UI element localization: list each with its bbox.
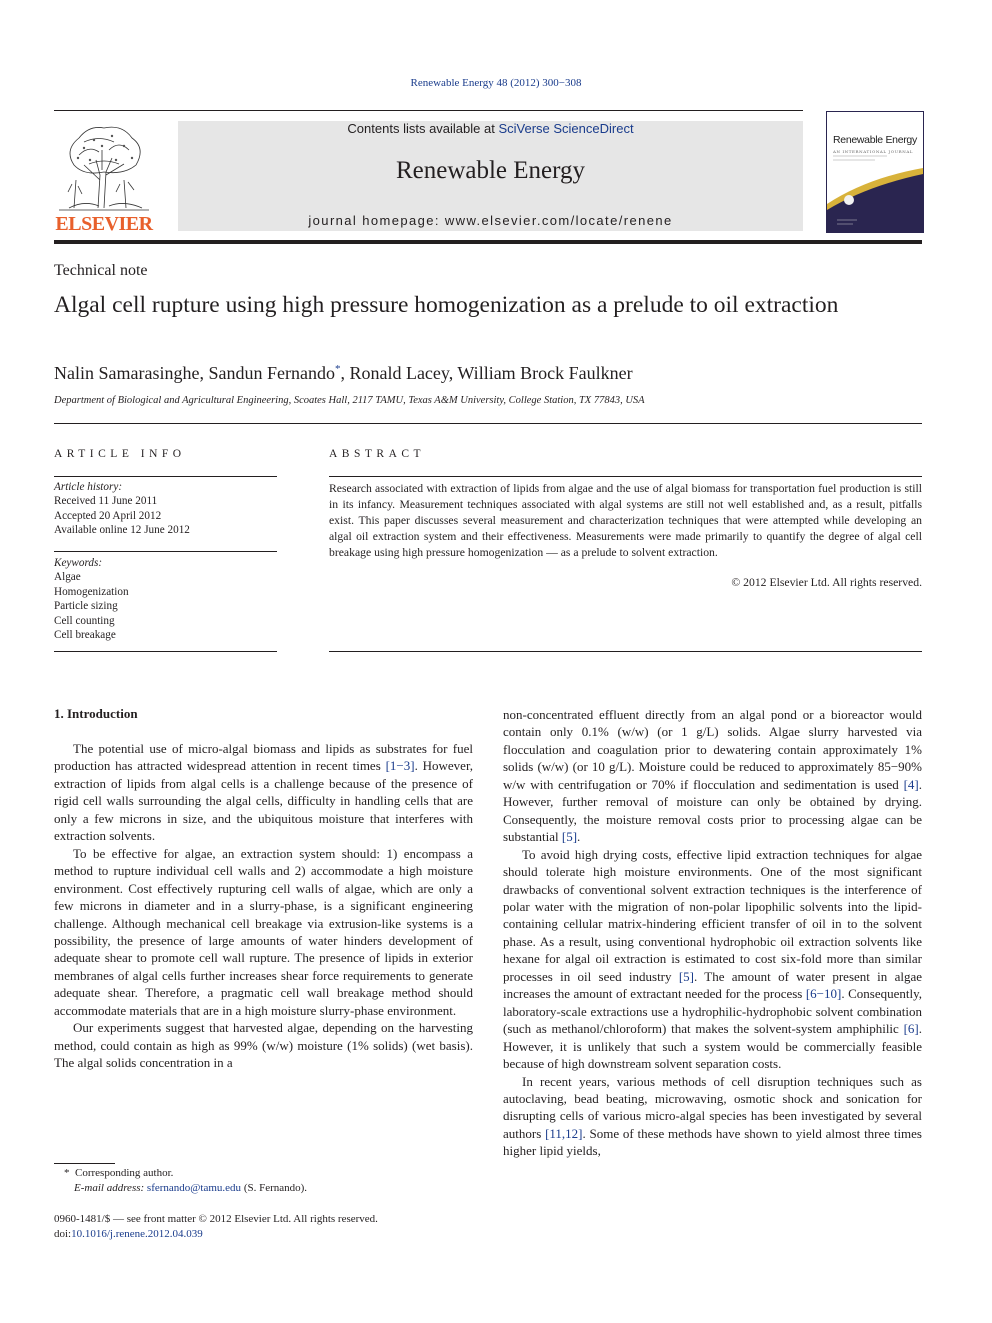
header-rule [54,110,803,111]
keyword: Particle sizing [54,600,118,613]
elsevier-logo[interactable] [54,120,154,235]
keywords-label: Keywords: [54,557,103,569]
citation-link[interactable]: [1−3] [385,758,415,774]
homepage-prefix: journal homepage: [308,213,445,228]
divider [54,423,922,424]
article-type: Technical note [54,262,148,279]
issn-doi-block [54,1212,654,1242]
article-info-heading: ARTICLE INFO [54,448,186,460]
footnote [54,1166,473,1196]
doi-line: doi:10.1016/j.renene.2012.04.039 [54,1228,203,1240]
citation-link[interactable]: [5] [561,829,578,845]
divider [54,651,277,652]
divider [54,476,277,477]
citation-link[interactable]: [5] [678,968,694,984]
article-title: Algal cell rupture using high pressure homogenization as a prelude to oil extraction [54,292,839,318]
footnote-rule [54,1163,115,1164]
footnote-email: E-mail address: sfernando@tamu.edu (S. Fernando). [74,1182,308,1194]
keyword: Algae [54,571,81,584]
keywords [54,556,274,642]
citation-link[interactable]: [11,12] [545,1125,583,1141]
keyword: Homogenization [54,585,129,598]
elsevier-wordmark: ELSEVIER [55,213,153,235]
abstract-heading: ABSTRACT [329,448,426,460]
paragraph: The potential use of micro-algal biomass and lipids as substrates for fuel production has attracted widespread attention in recent times [1−3]. However, extraction of lipids from algal cells is a challenge because of the presence of rigid cell walls surrounding the algal cells, difficulty in handling cells that are only a few microns in size, and the ubiquitous moisture that interferes with extraction solvents. [54,741,474,844]
contents-line [178,121,803,136]
issn-line: 0960-1481/$ — see front matter © 2012 Elsevier Ltd. All rights reserved. [54,1213,378,1225]
paragraph: Our experiments suggest that harvested algae, depending on the harvesting method, could contain as high as 99% (w/w) moisture (1% solids) (wet basis). The algal solids concentration in a [54,1020,473,1071]
abstract-text: Research associated with extraction of lipids from algae and the use of algal biomass for transportation fuel production is still in its infancy. Measurement techniques associated with algal systems are still not well established and, as a result, pitfalls exist. This paper discusses several measurement and characterization techniques that were attempted while developing an algal oil extraction system and their effectiveness. Measurements were made primarily to quantify the degree of algal cell breakage using high pressure homogenization — as a prelude to solvent extraction. [329,482,922,559]
homepage-link[interactable]: www.elsevier.com/locate/renene [444,213,673,228]
email-link[interactable]: sfernando@tamu.edu [146,1182,242,1194]
corresponding-author-mark[interactable]: * [334,363,341,375]
homepage-line [178,213,803,228]
citation-link[interactable]: [4] [903,776,919,792]
affiliation: Department of Biological and Agricultural Engineering, Scoates Hall, 2117 TAMU, Texas A&M University, College Station, TX 77843, USA [54,395,645,406]
author-list [54,363,633,384]
authors-first: Nalin Samarasinghe, Sandun Fernando [54,363,335,383]
citation-link[interactable]: [6] [903,1021,919,1037]
authors-rest: , Ronald Lacey, William Brock Faulkner [340,363,633,383]
elsevier-tree-icon [54,120,154,212]
section-heading-introduction: 1. Introduction [54,706,138,721]
cover-title: Renewable Energy [833,134,917,146]
body-column-right [503,706,922,1160]
divider [54,551,277,552]
journal-name: Renewable Energy [395,157,586,184]
header-thick-rule [54,240,922,244]
citation-link[interactable]: [6−10] [805,986,842,1002]
keyword: Cell breakage [54,629,116,642]
cover-art-icon [827,112,923,232]
history-label: Article history: [54,481,123,493]
divider [329,651,922,652]
journal-cover-thumbnail[interactable] [826,111,924,233]
footnote-corresponding: * Corresponding author. [64,1167,174,1179]
divider [329,476,922,477]
body-column-left [54,740,473,1072]
contents-prefix: Contents lists available at [347,121,499,136]
cover-subtitle: AN INTERNATIONAL JOURNAL [833,149,914,154]
online-date: Available online 12 June 2012 [54,524,190,537]
abstract-copyright: © 2012 Elsevier Ltd. All rights reserved. [731,576,922,589]
sciencedirect-link[interactable]: SciVerse ScienceDirect [498,121,634,136]
accepted-date: Accepted 20 April 2012 [54,509,162,522]
paragraph: non-concentrated effluent directly from an algal pond or a bioreactor would contain only 0.1% (w/w) (or 1 g/L) solids. Algae slurry harvested via flocculation and coagulation prior to dewatering contain approximately 1% solids (w/w) (or 10 g/L). Moisture could be reduced to approximately 85−90% w/w with centrifugation or 70% if flocculation and sedimentation is used [4]. However, further removal of moisture can only be obtained by drying. Consequently, the moisture removal costs prior to processing algae can be substantial [5]. [503,707,922,845]
article-history [54,480,274,538]
journal-citation[interactable]: Renewable Energy 48 (2012) 300−308 [410,77,582,89]
paragraph: In recent years, various methods of cell disruption techniques such as autoclaving, bead beating, microwaving, osmotic shock and sonication for disrupting cells of various micro-algal species has been investigated by several authors [11,12]. Some of these methods have shown to yield almost three times higher lipid yields, [503,1073,922,1159]
received-date: Received 11 June 2011 [54,495,158,508]
doi-link[interactable]: 10.1016/j.renene.2012.04.039 [71,1228,203,1240]
paragraph: To be effective for algae, an extraction system should: 1) encompass a method to rupture individual cell walls and 2) accommodate a high moisture environment. Cost effectively rupturing cell walls of algae, which are only a few microns in diameter and in a slurry-phase, is a significant engineering challenge. Although mechanical cell breakage via extrusion-like systems is a possibility, the presence of large amounts of water hinders development of adequate shear to promote cell wall rupture. The presence of lipids in exterior membranes of algal cells further increases shear force requirements to generate adequate shear. Therefore, a pragmatic cell wall breakage method should accommodate materials that are in a high moisture slurry-phase environment. [54,845,473,1018]
journal-banner [178,121,803,231]
keyword: Cell counting [54,614,115,627]
paragraph: To avoid high drying costs, effective lipid extraction techniques for algae should tolerate high moisture environments. One of the most significant drawbacks of conventional solvent extraction techniques is the interference of polar water with the migration of non-polar lipophilic solvents into the lipid-containing cellular matrix-hindering efficient transfer of oil in to the solvent phase. As a result, using conventional hydrophobic oil extraction solvents like hexane for algal oil extraction is estimated to cost six-fold more than similar processes in oil seed industry [5]. The amount of water present in algae increases the amount of extractant needed for the process [6−10]. Consequently, laboratory-scale extractions use a hydrophilic-hydrophobic solvent combination (such as methanol/chloroform) that makes the solvent-system amphiphilic [6]. However, it is unlikely that such a system would be commercially feasible because of high downstream solvent separation costs. [503,846,922,1072]
